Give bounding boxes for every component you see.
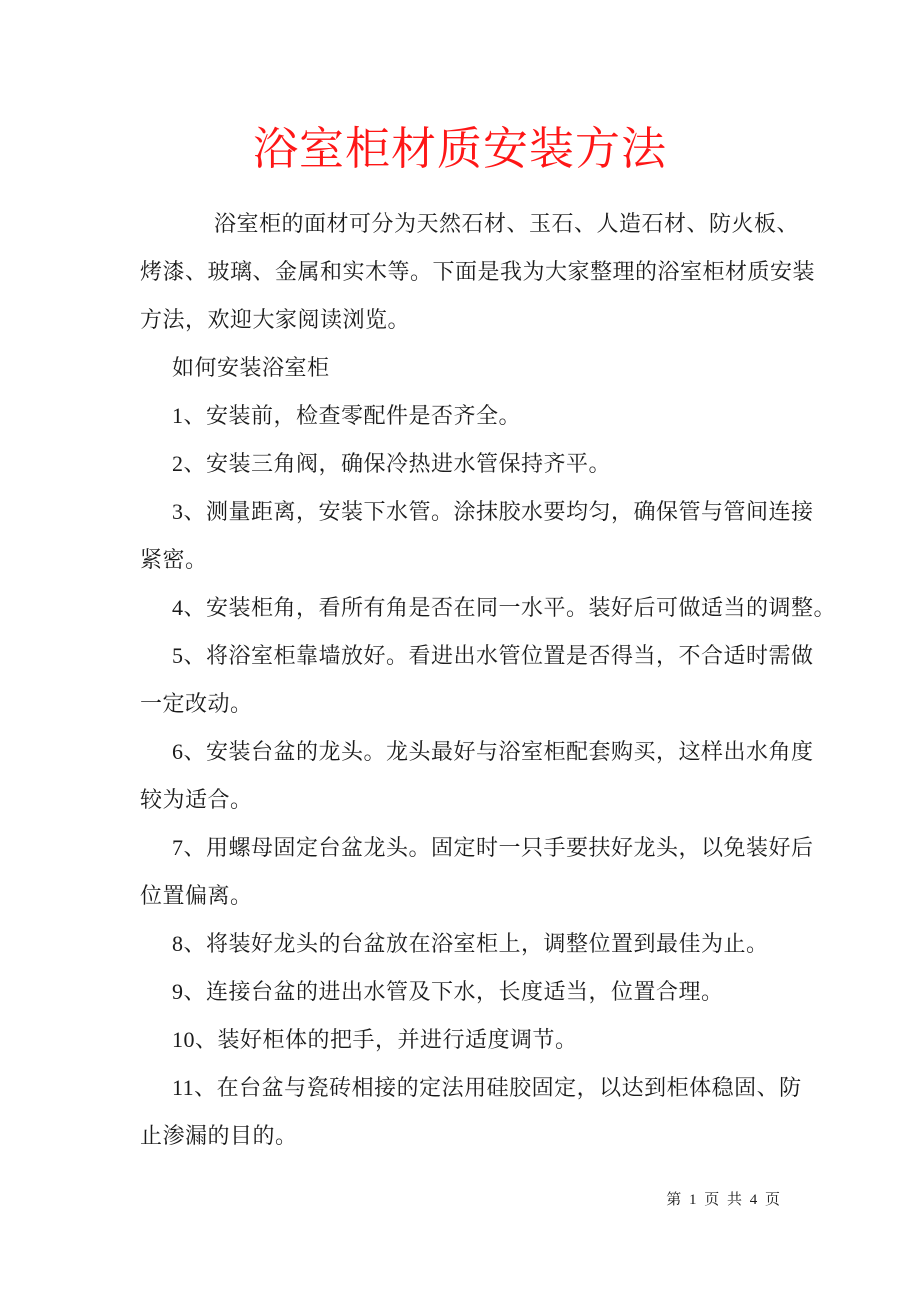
text-line-step-11: 止渗漏的目的。 [140,1123,298,1148]
page-footer [666,1190,782,1210]
page-number-text: 第 1 页 共 4 页 [666,1192,782,1208]
text-line-step-6: 6、安装台盆的龙头。龙头最好与浴室柜配套购买，这样出水角度 [172,739,814,764]
document-body [140,200,837,1160]
text-line-intro-paragraph: 方法，欢迎大家阅读浏览。 [140,307,411,332]
text-line-step-7: 7、用螺母固定台盆龙头。固定时一只手要扶好龙头，以免装好后 [172,835,814,860]
text-line-step-3: 紧密。 [140,547,208,572]
text-line-intro-paragraph: 浴室柜的面材可分为天然石材、玉石、人造石材、防火板、 [214,211,800,236]
text-line-step-3: 3、测量距离，安装下水管。涂抹胶水要均匀，确保管与管间连接 [172,499,814,524]
text-line-step-10: 10、装好柜体的把手，并进行适度调节。 [172,1027,578,1052]
text-line-step-6: 较为适合。 [140,787,253,812]
text-line-step-2: 2、安装三角阀，确保冷热进水管保持齐平。 [172,451,612,476]
text-line-step-5: 一定改动。 [140,691,253,716]
text-line-step-9: 9、连接台盆的进出水管及下水，长度适当，位置合理。 [172,979,724,1004]
text-line-step-5: 5、将浴室柜靠墙放好。看进出水管位置是否得当，不合适时需做 [172,643,814,668]
text-line-step-7: 位置偏离。 [140,883,253,908]
text-line-intro-paragraph: 烤漆、玻璃、金属和实木等。下面是我为大家整理的浴室柜材质安装 [140,259,816,284]
text-line-step-1: 1、安装前，检查零配件是否齐全。 [172,403,522,428]
document-title: 浴室柜材质安装方法 [252,124,667,174]
text-line-step-8: 8、将装好龙头的台盆放在浴室柜上，调整位置到最佳为止。 [172,931,769,956]
text-line-subheading: 如何安装浴室柜 [172,355,330,380]
text-line-step-11: 11、在台盆与瓷砖相接的定法用硅胶固定，以达到柜体稳固、防 [172,1075,802,1100]
text-line-step-4: 4、安装柜角，看所有角是否在同一水平。装好后可做适当的调整。 [172,595,837,620]
